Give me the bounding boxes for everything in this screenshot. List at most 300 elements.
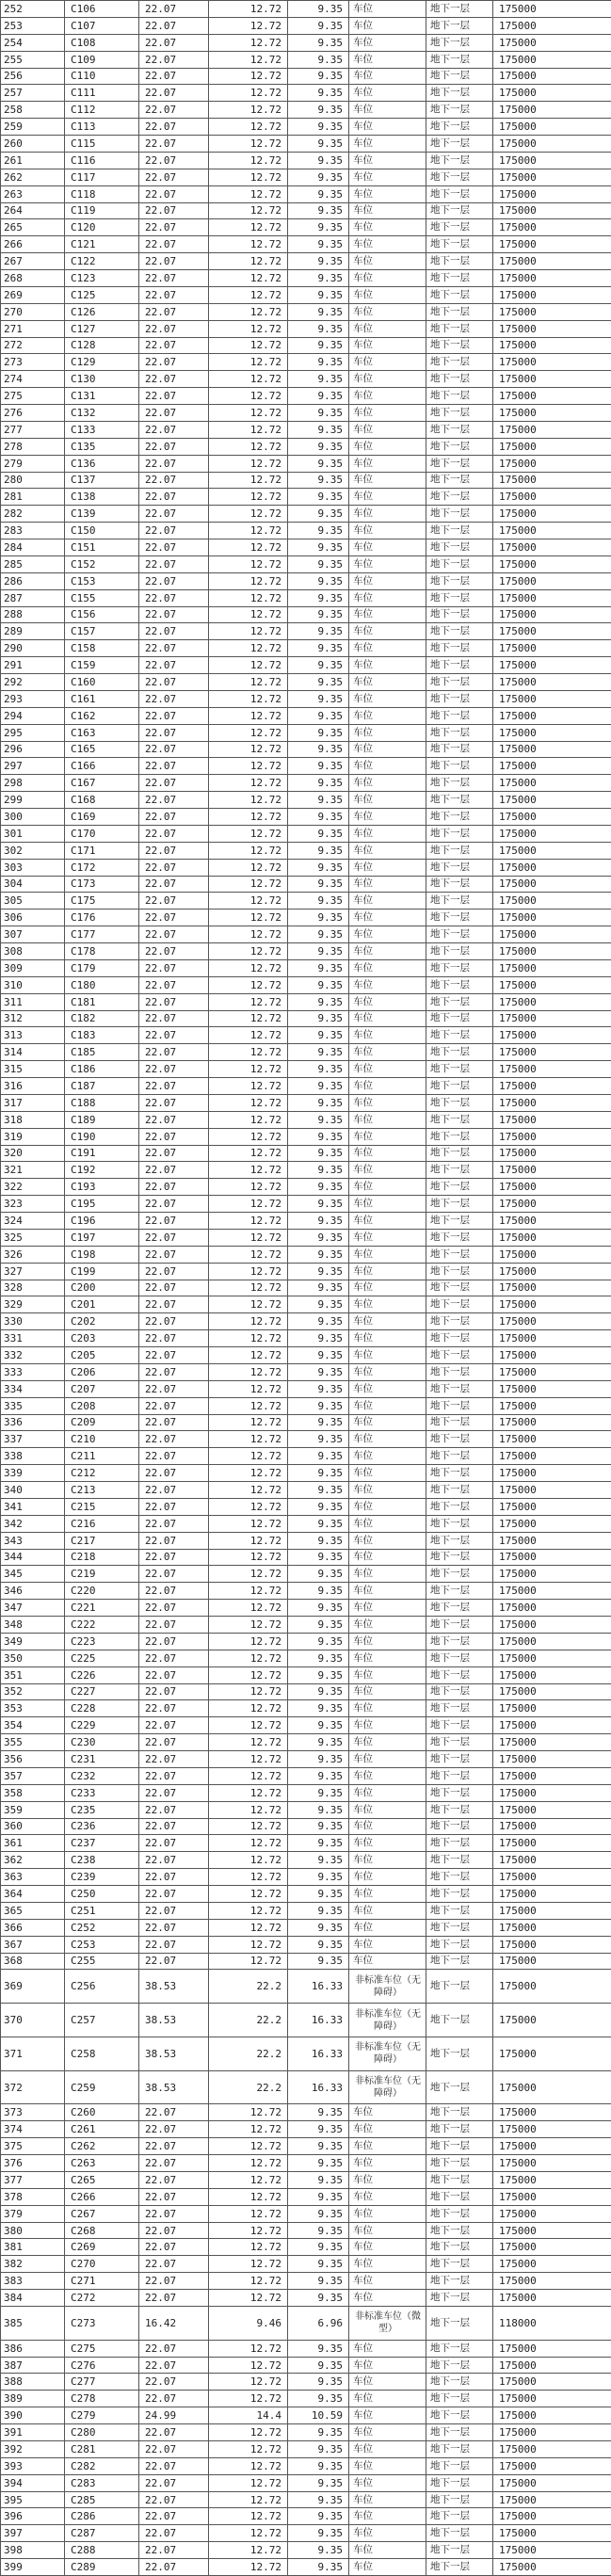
space-type-cell: 车位 (349, 1666, 426, 1683)
space-code-cell: C186 (65, 1061, 139, 1078)
row-number-cell: 345 (1, 1566, 65, 1583)
row-number-cell: 272 (1, 337, 65, 354)
building-area-cell: 22.07 (139, 1734, 209, 1751)
price-cell: 175000 (493, 606, 611, 623)
inner-area-cell: 12.72 (209, 910, 288, 926)
building-area-cell: 22.07 (139, 775, 209, 792)
shared-area-cell: 9.35 (288, 1078, 349, 1095)
building-area-cell: 22.07 (139, 371, 209, 388)
table-row (1, 371, 611, 388)
floor-cell: 地下一层 (426, 2424, 493, 2441)
floor-cell: 地下一层 (426, 1094, 493, 1111)
building-area-cell: 22.07 (139, 2457, 209, 2474)
row-number-cell: 383 (1, 2273, 65, 2290)
floor-cell: 地下一层 (426, 1229, 493, 1246)
building-area-cell: 22.07 (139, 1617, 209, 1634)
space-code-cell: C282 (65, 2457, 139, 2474)
floor-cell: 地下一层 (426, 489, 493, 506)
price-cell: 175000 (493, 2542, 611, 2559)
price-cell: 175000 (493, 1213, 611, 1230)
space-type-cell: 车位 (349, 825, 426, 842)
building-area-cell: 22.07 (139, 1751, 209, 1768)
space-code-cell: C125 (65, 286, 139, 303)
inner-area-cell: 12.72 (209, 640, 288, 657)
inner-area-cell: 12.72 (209, 926, 288, 943)
building-area-cell: 22.07 (139, 2138, 209, 2155)
floor-cell: 地下一层 (426, 1650, 493, 1666)
floor-cell: 地下一层 (426, 859, 493, 876)
inner-area-cell: 12.72 (209, 1380, 288, 1397)
price-cell: 175000 (493, 219, 611, 236)
space-type-cell: 车位 (349, 354, 426, 371)
table-row (1, 1263, 611, 1280)
row-number-cell: 315 (1, 1061, 65, 1078)
table-row (1, 976, 611, 993)
table-row (1, 2290, 611, 2307)
shared-area-cell: 10.59 (288, 2407, 349, 2424)
building-area-cell: 22.07 (139, 1886, 209, 1903)
price-cell: 175000 (493, 893, 611, 910)
price-cell: 175000 (493, 1515, 611, 1532)
building-area-cell: 22.07 (139, 2121, 209, 2138)
inner-area-cell: 12.72 (209, 2457, 288, 2474)
table-row (1, 1044, 611, 1061)
row-number-cell: 362 (1, 1852, 65, 1869)
floor-cell: 地下一层 (426, 1970, 493, 2004)
table-row (1, 136, 611, 153)
shared-area-cell: 9.35 (288, 1700, 349, 1717)
space-code-cell: C193 (65, 1179, 139, 1196)
building-area-cell: 22.07 (139, 1583, 209, 1600)
floor-cell: 地下一层 (426, 2205, 493, 2222)
row-number-cell: 363 (1, 1869, 65, 1886)
price-cell: 175000 (493, 1700, 611, 1717)
space-type-cell: 车位 (349, 506, 426, 523)
space-type-cell: 车位 (349, 1162, 426, 1179)
building-area-cell: 22.07 (139, 1700, 209, 1717)
inner-area-cell: 12.72 (209, 320, 288, 337)
building-area-cell: 22.07 (139, 910, 209, 926)
floor-cell: 地下一层 (426, 34, 493, 51)
inner-area-cell: 12.72 (209, 2508, 288, 2525)
price-cell: 175000 (493, 825, 611, 842)
price-cell: 175000 (493, 17, 611, 34)
shared-area-cell: 9.35 (288, 2121, 349, 2138)
shared-area-cell: 9.35 (288, 1482, 349, 1499)
inner-area-cell: 12.72 (209, 1666, 288, 1683)
floor-cell: 地下一层 (426, 152, 493, 169)
space-code-cell: C159 (65, 657, 139, 674)
shared-area-cell: 9.35 (288, 371, 349, 388)
building-area-cell: 22.07 (139, 119, 209, 136)
inner-area-cell: 12.72 (209, 1263, 288, 1280)
floor-cell: 地下一层 (426, 1465, 493, 1482)
shared-area-cell: 9.35 (288, 1196, 349, 1213)
row-number-cell: 333 (1, 1363, 65, 1380)
floor-cell: 地下一层 (426, 405, 493, 422)
row-number-cell: 389 (1, 2391, 65, 2407)
space-code-cell: C273 (65, 2306, 139, 2340)
price-cell: 175000 (493, 2121, 611, 2138)
shared-area-cell: 9.35 (288, 2474, 349, 2491)
building-area-cell: 22.07 (139, 1784, 209, 1801)
price-cell: 175000 (493, 1179, 611, 1196)
shared-area-cell: 9.35 (288, 2391, 349, 2407)
inner-area-cell: 12.72 (209, 2559, 288, 2576)
space-code-cell: C110 (65, 68, 139, 85)
shared-area-cell: 9.35 (288, 405, 349, 422)
shared-area-cell: 9.35 (288, 219, 349, 236)
inner-area-cell: 12.72 (209, 2391, 288, 2407)
shared-area-cell: 16.33 (288, 1970, 349, 2004)
price-cell: 175000 (493, 102, 611, 119)
space-type-cell: 车位 (349, 1196, 426, 1213)
floor-cell: 地下一层 (426, 202, 493, 219)
table-row (1, 893, 611, 910)
building-area-cell: 22.07 (139, 2474, 209, 2491)
floor-cell: 地下一层 (426, 674, 493, 691)
table-row (1, 1734, 611, 1751)
price-cell: 175000 (493, 1717, 611, 1734)
shared-area-cell: 9.35 (288, 438, 349, 455)
row-number-cell: 330 (1, 1313, 65, 1330)
row-number-cell: 327 (1, 1263, 65, 1280)
table-row (1, 707, 611, 724)
price-cell: 175000 (493, 1448, 611, 1465)
inner-area-cell: 12.72 (209, 1515, 288, 1532)
table-row (1, 555, 611, 572)
space-type-cell: 车位 (349, 270, 426, 287)
floor-cell: 地下一层 (426, 523, 493, 539)
building-area-cell: 22.07 (139, 825, 209, 842)
space-code-cell: C129 (65, 354, 139, 371)
space-type-cell: 车位 (349, 489, 426, 506)
floor-cell: 地下一层 (426, 2290, 493, 2307)
inner-area-cell: 12.72 (209, 1650, 288, 1666)
row-number-cell: 366 (1, 1919, 65, 1936)
table-row (1, 2457, 611, 2474)
space-code-cell: C239 (65, 1869, 139, 1886)
space-type-cell: 车位 (349, 1902, 426, 1919)
space-type-cell: 车位 (349, 2239, 426, 2256)
price-cell: 175000 (493, 337, 611, 354)
inner-area-cell: 12.72 (209, 1734, 288, 1751)
building-area-cell: 22.07 (139, 1818, 209, 1835)
building-area-cell: 22.07 (139, 472, 209, 489)
floor-cell: 地下一层 (426, 2070, 493, 2104)
space-type-cell: 车位 (349, 202, 426, 219)
space-code-cell: C277 (65, 2374, 139, 2391)
inner-area-cell: 12.72 (209, 2525, 288, 2542)
building-area-cell: 22.07 (139, 2239, 209, 2256)
space-code-cell: C257 (65, 2004, 139, 2037)
inner-area-cell: 12.72 (209, 1566, 288, 1583)
shared-area-cell: 9.35 (288, 85, 349, 102)
floor-cell: 地下一层 (426, 2155, 493, 2172)
row-number-cell: 384 (1, 2290, 65, 2307)
space-code-cell: C135 (65, 438, 139, 455)
building-area-cell: 22.07 (139, 2340, 209, 2357)
row-number-cell: 381 (1, 2239, 65, 2256)
inner-area-cell: 9.46 (209, 2306, 288, 2340)
table-row (1, 1566, 611, 1583)
floor-cell: 地下一层 (426, 1801, 493, 1818)
space-code-cell: C235 (65, 1801, 139, 1818)
table-row (1, 1, 611, 18)
row-number-cell: 393 (1, 2457, 65, 2474)
row-number-cell: 297 (1, 758, 65, 775)
table-row (1, 438, 611, 455)
table-row (1, 640, 611, 657)
space-type-cell: 车位 (349, 152, 426, 169)
row-number-cell: 290 (1, 640, 65, 657)
space-code-cell: C196 (65, 1213, 139, 1230)
row-number-cell: 334 (1, 1380, 65, 1397)
price-cell: 175000 (493, 1280, 611, 1296)
price-cell: 175000 (493, 68, 611, 85)
floor-cell: 地下一层 (426, 657, 493, 674)
price-cell: 175000 (493, 876, 611, 893)
inner-area-cell: 12.72 (209, 690, 288, 707)
space-code-cell: C286 (65, 2508, 139, 2525)
table-row (1, 1094, 611, 1111)
building-area-cell: 22.07 (139, 506, 209, 523)
building-area-cell: 22.07 (139, 455, 209, 472)
table-row (1, 572, 611, 589)
space-code-cell: C202 (65, 1313, 139, 1330)
space-type-cell: 车位 (349, 640, 426, 657)
table-row (1, 2407, 611, 2424)
row-number-cell: 279 (1, 455, 65, 472)
row-number-cell: 287 (1, 589, 65, 606)
table-row (1, 85, 611, 102)
building-area-cell: 22.07 (139, 388, 209, 405)
price-cell: 175000 (493, 2222, 611, 2239)
table-row (1, 219, 611, 236)
space-type-cell: 车位 (349, 2424, 426, 2441)
price-cell: 175000 (493, 2104, 611, 2121)
inner-area-cell: 12.72 (209, 1213, 288, 1230)
table-row (1, 405, 611, 422)
inner-area-cell: 12.72 (209, 2340, 288, 2357)
row-number-cell: 399 (1, 2559, 65, 2576)
price-cell: 175000 (493, 438, 611, 455)
space-code-cell: C267 (65, 2205, 139, 2222)
table-row (1, 253, 611, 270)
floor-cell: 地下一层 (426, 2440, 493, 2457)
shared-area-cell: 9.35 (288, 320, 349, 337)
space-type-cell: 车位 (349, 253, 426, 270)
price-cell: 175000 (493, 1363, 611, 1380)
space-type-cell: 车位 (349, 1818, 426, 1835)
building-area-cell: 22.07 (139, 68, 209, 85)
building-area-cell: 22.07 (139, 1128, 209, 1145)
building-area-cell: 22.07 (139, 1162, 209, 1179)
price-cell: 175000 (493, 1027, 611, 1044)
table-row (1, 2155, 611, 2172)
row-number-cell: 274 (1, 371, 65, 388)
shared-area-cell: 9.35 (288, 1162, 349, 1179)
space-code-cell: C185 (65, 1044, 139, 1061)
space-type-cell: 车位 (349, 320, 426, 337)
building-area-cell: 22.07 (139, 1936, 209, 1953)
shared-area-cell: 9.35 (288, 1532, 349, 1549)
inner-area-cell: 12.72 (209, 943, 288, 960)
inner-area-cell: 12.72 (209, 1296, 288, 1313)
shared-area-cell: 6.96 (288, 2306, 349, 2340)
space-code-cell: C121 (65, 236, 139, 253)
space-code-cell: C205 (65, 1347, 139, 1364)
table-row (1, 876, 611, 893)
row-number-cell: 273 (1, 354, 65, 371)
row-number-cell: 260 (1, 136, 65, 153)
space-type-cell: 车位 (349, 455, 426, 472)
table-row (1, 320, 611, 337)
floor-cell: 地下一层 (426, 506, 493, 523)
building-area-cell: 22.07 (139, 959, 209, 976)
space-code-cell: C122 (65, 253, 139, 270)
inner-area-cell: 12.72 (209, 1600, 288, 1617)
floor-cell: 地下一层 (426, 85, 493, 102)
table-row (1, 2004, 611, 2037)
floor-cell: 地下一层 (426, 1818, 493, 1835)
shared-area-cell: 9.35 (288, 1751, 349, 1768)
building-area-cell: 22.07 (139, 1213, 209, 1230)
table-row (1, 1162, 611, 1179)
table-row (1, 506, 611, 523)
floor-cell: 地下一层 (426, 1583, 493, 1600)
shared-area-cell: 9.35 (288, 337, 349, 354)
price-cell: 175000 (493, 472, 611, 489)
inner-area-cell: 12.72 (209, 119, 288, 136)
floor-cell: 地下一层 (426, 1683, 493, 1700)
row-number-cell: 262 (1, 169, 65, 185)
building-area-cell: 22.07 (139, 1566, 209, 1583)
row-number-cell: 375 (1, 2138, 65, 2155)
row-number-cell: 326 (1, 1246, 65, 1263)
floor-cell: 地下一层 (426, 2239, 493, 2256)
row-number-cell: 395 (1, 2491, 65, 2508)
space-type-cell: 车位 (349, 539, 426, 556)
inner-area-cell: 12.72 (209, 152, 288, 169)
floor-cell: 地下一层 (426, 640, 493, 657)
space-type-cell: 车位 (349, 707, 426, 724)
space-type-cell: 车位 (349, 690, 426, 707)
inner-area-cell: 12.72 (209, 572, 288, 589)
space-type-cell: 车位 (349, 1566, 426, 1583)
building-area-cell: 22.07 (139, 1061, 209, 1078)
floor-cell: 地下一层 (426, 1128, 493, 1145)
space-type-cell: 车位 (349, 472, 426, 489)
inner-area-cell: 12.72 (209, 438, 288, 455)
price-cell: 175000 (493, 388, 611, 405)
row-number-cell: 335 (1, 1397, 65, 1414)
building-area-cell: 38.53 (139, 1970, 209, 2004)
table-row (1, 1617, 611, 1634)
table-row (1, 1414, 611, 1431)
table-row (1, 1600, 611, 1617)
space-code-cell: C107 (65, 17, 139, 34)
price-cell: 175000 (493, 286, 611, 303)
floor-cell: 地下一层 (426, 303, 493, 320)
floor-cell: 地下一层 (426, 976, 493, 993)
shared-area-cell: 9.35 (288, 1448, 349, 1465)
inner-area-cell: 12.72 (209, 2155, 288, 2172)
inner-area-cell: 12.72 (209, 1482, 288, 1499)
table-row (1, 236, 611, 253)
building-area-cell: 22.07 (139, 2155, 209, 2172)
floor-cell: 地下一层 (426, 809, 493, 826)
price-cell: 175000 (493, 1196, 611, 1213)
table-row (1, 926, 611, 943)
table-row (1, 993, 611, 1010)
space-code-cell: C167 (65, 775, 139, 792)
shared-area-cell: 9.35 (288, 2256, 349, 2273)
shared-area-cell: 9.35 (288, 707, 349, 724)
price-cell: 175000 (493, 2070, 611, 2104)
row-number-cell: 378 (1, 2188, 65, 2205)
space-code-cell: C152 (65, 555, 139, 572)
table-row (1, 2374, 611, 2391)
inner-area-cell: 12.72 (209, 1633, 288, 1650)
inner-area-cell: 12.72 (209, 2171, 288, 2188)
shared-area-cell: 9.35 (288, 674, 349, 691)
table-row (1, 2171, 611, 2188)
row-number-cell: 258 (1, 102, 65, 119)
building-area-cell: 22.07 (139, 1263, 209, 1280)
floor-cell: 地下一层 (426, 1363, 493, 1380)
building-area-cell: 22.07 (139, 842, 209, 859)
floor-cell: 地下一层 (426, 455, 493, 472)
row-number-cell: 317 (1, 1094, 65, 1111)
space-type-cell: 车位 (349, 741, 426, 758)
building-area-cell: 22.07 (139, 724, 209, 741)
shared-area-cell: 9.35 (288, 1566, 349, 1583)
shared-area-cell: 9.35 (288, 472, 349, 489)
row-number-cell: 268 (1, 270, 65, 287)
shared-area-cell: 9.35 (288, 2559, 349, 2576)
table-body (1, 1, 611, 2576)
inner-area-cell: 12.72 (209, 1700, 288, 1717)
table-row (1, 1751, 611, 1768)
table-row (1, 1936, 611, 1953)
inner-area-cell: 12.72 (209, 959, 288, 976)
price-cell: 175000 (493, 2256, 611, 2273)
space-type-cell: 车位 (349, 1448, 426, 1465)
shared-area-cell: 9.35 (288, 1549, 349, 1566)
table-row (1, 2508, 611, 2525)
row-number-cell: 276 (1, 405, 65, 422)
price-cell: 175000 (493, 1229, 611, 1246)
building-area-cell: 22.07 (139, 1145, 209, 1162)
space-code-cell: C281 (65, 2440, 139, 2457)
price-cell: 175000 (493, 1683, 611, 1700)
table-row (1, 1179, 611, 1196)
inner-area-cell: 12.72 (209, 1111, 288, 1128)
row-number-cell: 275 (1, 388, 65, 405)
shared-area-cell: 9.35 (288, 1213, 349, 1230)
row-number-cell: 301 (1, 825, 65, 842)
shared-area-cell: 9.35 (288, 589, 349, 606)
inner-area-cell: 12.72 (209, 1027, 288, 1044)
table-row (1, 51, 611, 68)
row-number-cell: 316 (1, 1078, 65, 1095)
space-type-cell: 车位 (349, 1010, 426, 1027)
price-cell: 175000 (493, 1666, 611, 1683)
inner-area-cell: 22.2 (209, 2037, 288, 2070)
shared-area-cell: 9.35 (288, 2525, 349, 2542)
space-type-cell: 车位 (349, 2340, 426, 2357)
